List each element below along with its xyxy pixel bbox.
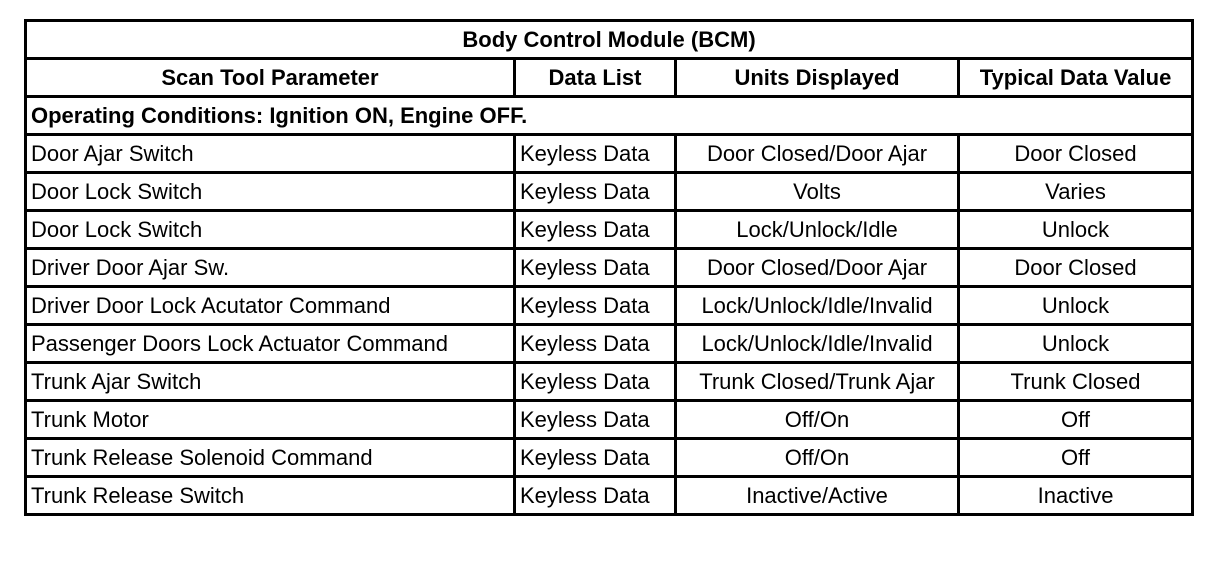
- cell-parameter: Trunk Ajar Switch: [26, 363, 515, 401]
- cell-parameter: Trunk Motor: [26, 401, 515, 439]
- table-row: [26, 173, 1193, 211]
- cell-parameter: Door Ajar Switch: [26, 135, 515, 173]
- operating-conditions: Operating Conditions: Ignition ON, Engine OFF.: [26, 97, 1193, 135]
- cell-parameter: Trunk Release Switch: [26, 477, 515, 515]
- cell-data-list: Keyless Data: [515, 287, 676, 325]
- cell-units: Trunk Closed/Trunk Ajar: [676, 363, 959, 401]
- table-row: [26, 363, 1193, 401]
- column-header-typical-value: Typical Data Value: [959, 59, 1193, 97]
- cell-units: Lock/Unlock/Idle/Invalid: [676, 287, 959, 325]
- table-row: [26, 477, 1193, 515]
- table-row: [26, 211, 1193, 249]
- cell-data-list: Keyless Data: [515, 135, 676, 173]
- cell-units: Inactive/Active: [676, 477, 959, 515]
- table-row: [26, 439, 1193, 477]
- table-row: [26, 287, 1193, 325]
- cell-units: Lock/Unlock/Idle: [676, 211, 959, 249]
- cell-typical-value: Unlock: [959, 325, 1193, 363]
- cell-data-list: Keyless Data: [515, 211, 676, 249]
- cell-parameter: Driver Door Lock Acutator Command: [26, 287, 515, 325]
- cell-data-list: Keyless Data: [515, 477, 676, 515]
- cell-typical-value: Trunk Closed: [959, 363, 1193, 401]
- cell-units: Volts: [676, 173, 959, 211]
- cell-data-list: Keyless Data: [515, 249, 676, 287]
- cell-units: Off/On: [676, 401, 959, 439]
- cell-data-list: Keyless Data: [515, 325, 676, 363]
- cell-parameter: Trunk Release Solenoid Command: [26, 439, 515, 477]
- column-header-row: [26, 59, 1193, 97]
- cell-typical-value: Unlock: [959, 287, 1193, 325]
- column-header-data-list: Data List: [515, 59, 676, 97]
- cell-data-list: Keyless Data: [515, 173, 676, 211]
- cell-data-list: Keyless Data: [515, 439, 676, 477]
- column-header-parameter: Scan Tool Parameter: [26, 59, 515, 97]
- cell-units: Door Closed/Door Ajar: [676, 135, 959, 173]
- cell-typical-value: Unlock: [959, 211, 1193, 249]
- cell-typical-value: Varies: [959, 173, 1193, 211]
- cell-parameter: Driver Door Ajar Sw.: [26, 249, 515, 287]
- cell-typical-value: Door Closed: [959, 249, 1193, 287]
- table-title: Body Control Module (BCM): [26, 21, 1193, 59]
- cell-units: Door Closed/Door Ajar: [676, 249, 959, 287]
- cell-data-list: Keyless Data: [515, 401, 676, 439]
- cell-typical-value: Inactive: [959, 477, 1193, 515]
- cell-typical-value: Door Closed: [959, 135, 1193, 173]
- cell-typical-value: Off: [959, 401, 1193, 439]
- cell-units: Off/On: [676, 439, 959, 477]
- table-title-row: [26, 21, 1193, 59]
- cell-units: Lock/Unlock/Idle/Invalid: [676, 325, 959, 363]
- cell-parameter: Door Lock Switch: [26, 211, 515, 249]
- table-row: [26, 135, 1193, 173]
- bcm-data-table: [24, 19, 1194, 516]
- cell-typical-value: Off: [959, 439, 1193, 477]
- cell-parameter: Passenger Doors Lock Actuator Command: [26, 325, 515, 363]
- column-header-units: Units Displayed: [676, 59, 959, 97]
- table-row: [26, 325, 1193, 363]
- table-row: [26, 401, 1193, 439]
- operating-conditions-row: [26, 97, 1193, 135]
- table-row: [26, 249, 1193, 287]
- cell-parameter: Door Lock Switch: [26, 173, 515, 211]
- cell-data-list: Keyless Data: [515, 363, 676, 401]
